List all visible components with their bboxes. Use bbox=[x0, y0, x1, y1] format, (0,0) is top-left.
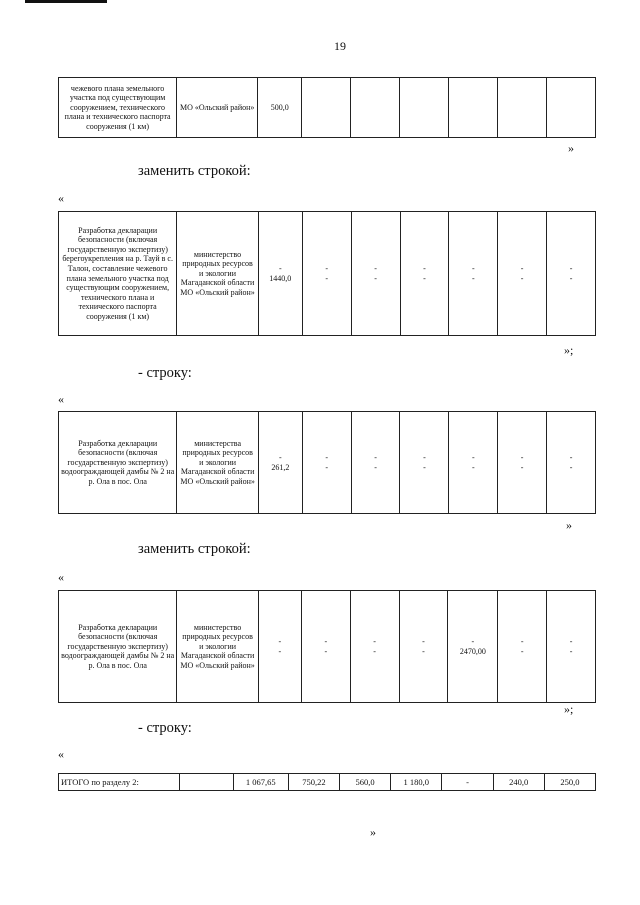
close-quote: » bbox=[568, 141, 574, 155]
table-fragment-4 bbox=[58, 590, 596, 703]
table-fragment-2 bbox=[58, 211, 596, 336]
row-value-empty bbox=[449, 78, 498, 138]
row-value: - - bbox=[498, 591, 547, 703]
table-fragment-3 bbox=[58, 411, 596, 514]
close-quote-semicolon: »; bbox=[564, 702, 574, 716]
table-fragment-1 bbox=[58, 77, 596, 138]
total-value: 240,0 bbox=[493, 774, 544, 791]
row-value-total: - 261,2 bbox=[258, 412, 302, 514]
total-value: 750,22 bbox=[288, 774, 339, 791]
responsible-municipality: МО «Ольский район» bbox=[180, 660, 255, 670]
row-value-empty bbox=[400, 78, 449, 138]
total-table bbox=[58, 773, 596, 791]
table-row bbox=[59, 591, 596, 703]
total-value: 250,0 bbox=[544, 774, 595, 791]
close-quote: » bbox=[566, 518, 572, 532]
responsible-ministry: министерство природных ресурсов и экологии Магаданской области bbox=[180, 622, 255, 661]
total-row bbox=[59, 774, 596, 791]
row-value: - - bbox=[302, 212, 351, 336]
row-responsible bbox=[177, 212, 258, 336]
close-quote-semicolon: »; bbox=[564, 343, 574, 357]
responsible-ministry: министерство природных ресурсов и экологии Магаданской области bbox=[180, 249, 255, 288]
row-value-total: 500,0 bbox=[258, 78, 302, 138]
row-value: - - bbox=[351, 412, 400, 514]
total-label: ИТОГО по разделу 2: bbox=[59, 774, 180, 791]
row-value: - - bbox=[547, 212, 596, 336]
row-value: - 2470,00 bbox=[448, 591, 498, 703]
total-value: - bbox=[442, 774, 493, 791]
total-value: 1 067,65 bbox=[233, 774, 288, 791]
row-value: - - bbox=[301, 591, 350, 703]
row-description: Разработка декларации безопасности (включая государственную экспертизу) водоограждающей дамбы № 2 на р. Ола в пос. Ола bbox=[59, 591, 177, 703]
row-value: - - bbox=[498, 212, 547, 336]
open-quote: « bbox=[58, 570, 64, 584]
total-value: 560,0 bbox=[340, 774, 391, 791]
responsible-municipality: МО «Ольский район» bbox=[180, 476, 255, 486]
row-value: - - bbox=[399, 591, 448, 703]
replace-heading: заменить строкой: bbox=[138, 541, 251, 557]
row-value-total: - 1440,0 bbox=[258, 212, 302, 336]
row-value-empty bbox=[547, 78, 596, 138]
row-description: чежевого плана земельного участка под существующим сооружением, технического плана и технического паспорта сооружения (1 км) bbox=[59, 78, 177, 138]
table-row bbox=[59, 212, 596, 336]
open-quote: « bbox=[58, 191, 64, 205]
responsible-municipality: МО «Ольский район» bbox=[180, 287, 255, 297]
row-description: Разработка декларации безопасности (включая государственную экспертизу) берегоукрепления на р. Тауй в с. Талон, составление чежевого плана земельного участка под существующим сооружением, технического плана и технического паспорта сооружения (1 км) bbox=[59, 212, 177, 336]
top-rule bbox=[25, 0, 107, 3]
total-responsible-empty bbox=[180, 774, 233, 791]
row-responsible: МО «Ольский район» bbox=[177, 78, 258, 138]
row-description: Разработка декларации безопасности (включая государственную экспертизу) водоограждающей дамбы № 2 на р. Ола в пос. Ола bbox=[59, 412, 177, 514]
open-quote: « bbox=[58, 392, 64, 406]
total-value: 1 180,0 bbox=[391, 774, 442, 791]
row-responsible bbox=[177, 412, 258, 514]
row-heading: - строку: bbox=[138, 365, 192, 381]
row-value: - - bbox=[449, 212, 498, 336]
row-value: - - bbox=[350, 591, 399, 703]
row-value-total: - - bbox=[258, 591, 301, 703]
row-heading: - строку: bbox=[138, 720, 192, 736]
page-number: 19 bbox=[334, 39, 346, 53]
row-value: - - bbox=[400, 212, 449, 336]
row-value: - - bbox=[449, 412, 498, 514]
row-value: - - bbox=[498, 412, 547, 514]
row-value-empty bbox=[302, 78, 351, 138]
responsible-ministry: министерства природных ресурсов и экологии Магаданской области bbox=[180, 438, 255, 477]
row-value: - - bbox=[351, 212, 400, 336]
table-row bbox=[59, 412, 596, 514]
row-value: - - bbox=[547, 591, 596, 703]
replace-heading: заменить строкой: bbox=[138, 163, 251, 179]
close-quote: » bbox=[370, 825, 376, 839]
row-responsible bbox=[177, 591, 258, 703]
row-value: - - bbox=[400, 412, 449, 514]
row-value-empty bbox=[498, 78, 547, 138]
row-value-empty bbox=[351, 78, 400, 138]
table-row bbox=[59, 78, 596, 138]
row-value: - - bbox=[547, 412, 596, 514]
row-value: - - bbox=[302, 412, 351, 514]
open-quote: « bbox=[58, 747, 64, 761]
